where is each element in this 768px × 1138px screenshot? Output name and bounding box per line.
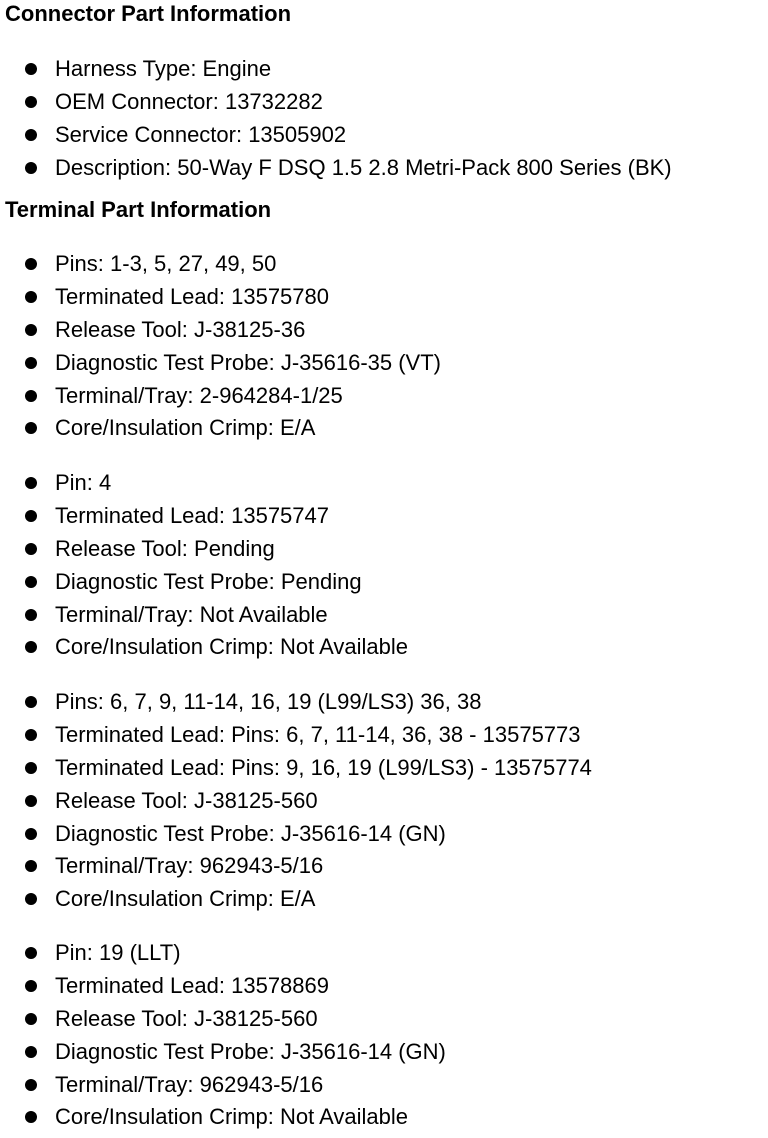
- list-item-text: Terminal/Tray: Not Available: [55, 601, 328, 627]
- bullet-icon: [25, 696, 37, 708]
- list-item-text: Terminated Lead: 13575747: [55, 502, 329, 528]
- bullet-icon: [25, 828, 37, 840]
- bullet-icon: [25, 947, 37, 959]
- bullet-icon: [25, 477, 37, 489]
- bullet-icon: [25, 324, 37, 336]
- list-item-text: Release Tool: J-38125-560: [55, 787, 318, 813]
- bullet-icon: [25, 1111, 37, 1123]
- list-item-text: Harness Type: Engine: [55, 56, 272, 81]
- list-item-text: Terminated Lead: Pins: 6, 7, 11-14, 36, 38 - 13575773: [55, 721, 581, 747]
- bullet-icon: [25, 729, 37, 741]
- bullet-icon: [25, 1079, 37, 1091]
- list-item-text: Release Tool: J-38125-36: [55, 316, 306, 342]
- bullet-icon: [25, 1046, 37, 1058]
- list-item-text: Description: 50-Way F DSQ 1.5 2.8 Metri-Pack 800 Series (BK): [55, 154, 672, 180]
- bullet-icon: [25, 258, 37, 270]
- connector-part-info-heading: Connector Part Information: [5, 1, 292, 26]
- bullet-icon: [25, 860, 37, 872]
- bullet-icon: [25, 609, 37, 621]
- bullet-icon: [25, 291, 37, 303]
- list-item-text: Diagnostic Test Probe: J-35616-14 (GN): [55, 820, 446, 846]
- list-item-text: OEM Connector: 13732282: [55, 88, 323, 114]
- bullet-icon: [25, 357, 37, 369]
- list-item-text: Release Tool: Pending: [55, 535, 275, 561]
- list-item-text: Core/Insulation Crimp: E/A: [55, 886, 316, 912]
- list-item-text: Terminated Lead: Pins: 9, 16, 19 (L99/LS3) - 13575774: [55, 754, 592, 780]
- bullet-icon: [25, 510, 37, 522]
- list-item-text: Terminal/Tray: 962943-5/16: [55, 853, 324, 879]
- bullet-icon: [25, 96, 37, 108]
- list-item-text: Terminal/Tray: 2-964284-1/25: [55, 382, 343, 408]
- list-item-text: Core/Insulation Crimp: Not Available: [55, 1104, 408, 1130]
- list-item-text: Terminated Lead: 13578869: [55, 972, 329, 998]
- list-item-text: Pin: 19 (LLT): [55, 940, 181, 965]
- list-item-text: Pins: 1-3, 5, 27, 49, 50: [55, 251, 277, 276]
- list-item-text: Diagnostic Test Probe: J-35616-35 (VT): [55, 349, 441, 375]
- terminal-part-info-heading: Terminal Part Information: [5, 197, 272, 222]
- list-item-text: Diagnostic Test Probe: J-35616-14 (GN): [55, 1038, 446, 1064]
- list-item-text: Core/Insulation Crimp: Not Available: [55, 634, 408, 660]
- bullet-icon: [25, 893, 37, 905]
- bullet-icon: [25, 162, 37, 174]
- bullet-icon: [25, 543, 37, 555]
- bullet-icon: [25, 422, 37, 434]
- list-item-text: Pin: 4: [55, 470, 112, 495]
- list-item-text: Terminal/Tray: 962943-5/16: [55, 1071, 324, 1097]
- list-item-text: Diagnostic Test Probe: Pending: [55, 568, 362, 594]
- bullet-icon: [25, 641, 37, 653]
- bullet-icon: [25, 390, 37, 402]
- list-item-text: Core/Insulation Crimp: E/A: [55, 415, 316, 441]
- bullet-icon: [25, 63, 37, 75]
- list-item-text: Service Connector: 13505902: [55, 121, 347, 147]
- list-item-text: Pins: 6, 7, 9, 11-14, 16, 19 (L99/LS3) 36, 38: [55, 689, 482, 714]
- bullet-icon: [25, 980, 37, 992]
- bullet-icon: [25, 795, 37, 807]
- list-item-text: Terminated Lead: 13575780: [55, 283, 329, 309]
- list-item-text: Release Tool: J-38125-560: [55, 1005, 318, 1031]
- bullet-icon: [25, 762, 37, 774]
- bullet-icon: [25, 1013, 37, 1025]
- bullet-icon: [25, 129, 37, 141]
- bullet-icon: [25, 576, 37, 588]
